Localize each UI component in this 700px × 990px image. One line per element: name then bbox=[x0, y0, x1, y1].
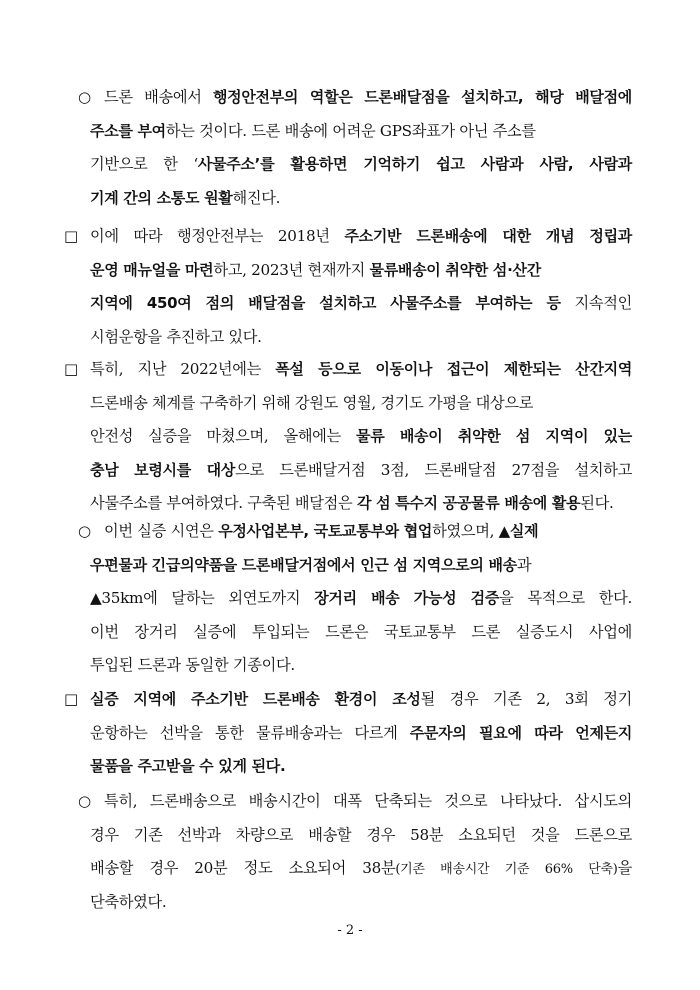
square-bullet-icon: □ bbox=[64, 227, 79, 245]
bold-text: 운영 매뉴얼을 마련 bbox=[90, 260, 214, 279]
text-span: 운항하는 선박을 통한 물류배송과는 다르게 bbox=[90, 723, 410, 742]
text-line bbox=[90, 425, 632, 447]
text-line bbox=[90, 153, 632, 175]
text-span: 이번 장거리 실증에 투입되는 드론은 국토교통부 드론 실증도시 사업에 bbox=[90, 622, 633, 641]
text-span: 과 bbox=[516, 555, 532, 574]
circle-bullet-icon: ○ bbox=[78, 88, 92, 106]
bold-text: 물품을 주고받을 수 있게 된다. bbox=[90, 757, 286, 775]
bold-text: 실증 지역에 주소기반 드론배송 환경이 조성 bbox=[90, 690, 421, 708]
bold-text: 주소를 부여 bbox=[90, 121, 166, 140]
small-text: (기존 배송시간 기준 66% 단축) bbox=[395, 862, 618, 877]
text-line bbox=[90, 755, 285, 777]
bold-text: 사물주소’를 활용하면 기억하기 쉽고 사람과 사람, 사람과 bbox=[197, 155, 632, 173]
bold-text: 기계 간의 소통도 원활 bbox=[90, 188, 233, 207]
text-line bbox=[90, 654, 295, 676]
text-span: 드론 배송에서 bbox=[104, 88, 213, 106]
text-line bbox=[90, 621, 632, 643]
text-line bbox=[90, 554, 531, 576]
text-line bbox=[90, 824, 632, 846]
text-span: 지속적인 bbox=[560, 294, 633, 312]
bold-text: 우정사업본부, 국토교통부와 협업 bbox=[218, 522, 433, 540]
text-span: 단축하였다. bbox=[90, 892, 167, 911]
text-span: 하는 것이다. 드론 배송에 어려운 GPS좌표가 아닌 주소를 bbox=[165, 121, 536, 140]
text-span: 될 경우 기존 2, 3회 정기 bbox=[420, 690, 633, 708]
bold-text: 장거리 배송 가능성 검증 bbox=[314, 589, 500, 607]
text-line bbox=[90, 292, 632, 314]
text-line bbox=[90, 722, 632, 744]
bold-text: 지역에 450여 점의 배달점을 설치하고 사물주소를 부여하는 등 bbox=[90, 294, 561, 312]
page-number: - 2 - bbox=[337, 923, 363, 938]
text-line bbox=[104, 520, 538, 542]
text-span: 투입된 드론과 동일한 기종이다. bbox=[90, 656, 295, 674]
text-line bbox=[90, 120, 536, 142]
text-span: 특히, 지난 2022년에는 bbox=[90, 360, 276, 378]
bold-text: 물류배송이 취약한 섬·산간 bbox=[369, 260, 541, 279]
text-span: 을 bbox=[617, 859, 632, 877]
text-line bbox=[90, 688, 632, 710]
text-span: 경우 기존 선박과 차량으로 배송할 경우 58분 소요되던 것을 드론으로 bbox=[90, 825, 632, 844]
square-bullet-icon: □ bbox=[64, 690, 79, 708]
text-line bbox=[90, 492, 614, 514]
circle-bullet-icon: ○ bbox=[78, 522, 92, 540]
text-span: 시험운항을 추진하고 있다. bbox=[90, 327, 262, 346]
text-span: 배송할 경우 20분 정도 소요되어 38분 bbox=[90, 859, 396, 877]
text-line bbox=[90, 225, 632, 247]
text-line bbox=[90, 358, 632, 380]
text-span: 이에 따라 행정안전부는 2018년 bbox=[90, 227, 345, 245]
text-line bbox=[90, 891, 166, 913]
text-line bbox=[90, 587, 632, 609]
text-span: 을 목적으로 한다. bbox=[499, 589, 633, 607]
text-span: 으로 드론배달거점 3점, 드론배달점 27점을 설치하고 bbox=[235, 460, 633, 479]
text-span: 하였으며, bbox=[432, 522, 499, 540]
bold-text: 우편물과 긴급의약품을 드론배달거점에서 인근 섬 지역으로의 배송 bbox=[90, 555, 517, 574]
bold-text: 물류 배송이 취약한 섬 지역이 있는 bbox=[356, 427, 632, 445]
text-span: 된다. bbox=[580, 494, 614, 512]
text-span: 드론배송 체계를 구축하기 위해 강원도 영월, 경기도 가평을 대상으로 bbox=[90, 393, 534, 412]
text-line bbox=[90, 392, 533, 414]
text-span: 기반으로 한 ‘ bbox=[90, 155, 198, 173]
bold-text: 충남 보령시를 대상 bbox=[90, 460, 236, 479]
bold-text: 행정안전부의 역할은 드론배달점을 설치하고, 해당 배달점에 bbox=[212, 88, 632, 106]
text-line bbox=[104, 790, 632, 812]
text-line bbox=[90, 459, 632, 481]
text-line bbox=[104, 86, 632, 108]
circle-bullet-icon: ○ bbox=[78, 792, 92, 810]
bold-text: 폭설 등으로 이동이나 접근이 제한되는 산간지역 bbox=[275, 360, 633, 378]
text-span: 안전성 실증을 마쳤으며, 올해에는 bbox=[90, 427, 356, 445]
bold-text: 각 섬 특수지 공공물류 배송에 활용 bbox=[356, 494, 581, 512]
text-span: ▲35km에 달하는 외연도까지 bbox=[90, 589, 315, 607]
text-span: 사물주소를 부여하였다. 구축된 배달점은 bbox=[90, 494, 357, 512]
bold-text: 주문자의 필요에 따라 언제든지 bbox=[409, 723, 633, 742]
text-line bbox=[90, 857, 632, 881]
text-line bbox=[90, 326, 262, 348]
text-span: 하고, 2023년 현재까지 bbox=[213, 260, 370, 279]
bold-text: 주소기반 드론배송에 대한 개념 정립과 bbox=[344, 227, 632, 245]
text-span: 해진다. bbox=[232, 188, 281, 207]
text-span: 이번 실증 시연은 bbox=[104, 522, 219, 540]
square-bullet-icon: □ bbox=[64, 360, 79, 378]
text-span: 특히, 드론배송으로 배송시간이 대폭 단축되는 것으로 나타났다. 삽시도의 bbox=[104, 792, 633, 810]
text-line bbox=[90, 187, 280, 209]
bold-text: ▲실제 bbox=[498, 522, 539, 540]
text-line bbox=[90, 259, 541, 281]
